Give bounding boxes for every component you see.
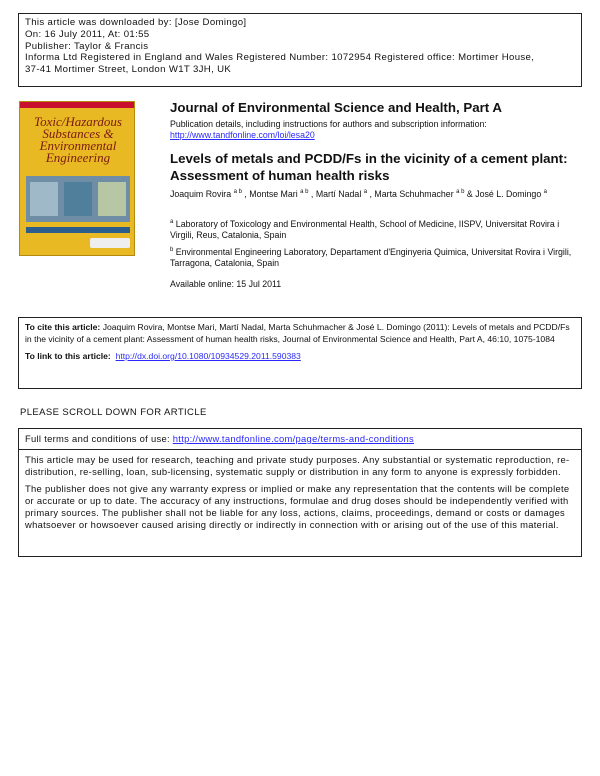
doi-link[interactable]: http://dx.doi.org/10.1080/10934529.2011.590383 bbox=[115, 351, 301, 361]
affiliation-b-text: Environmental Engineering Laboratory, Departament d'Enginyeria Quimica, Universitat Rovira i Virgili, Tarragona, Catalonia, Spain bbox=[170, 247, 572, 269]
author-list bbox=[170, 188, 580, 200]
cite-paragraph bbox=[25, 322, 575, 345]
journal-link[interactable]: http://www.tandfonline.com/loi/lesa20 bbox=[170, 130, 315, 140]
cite-label: To cite this article: bbox=[25, 322, 101, 332]
scroll-notice: PLEASE SCROLL DOWN FOR ARTICLE bbox=[20, 407, 207, 418]
citation-box bbox=[18, 317, 582, 389]
download-notice-box bbox=[18, 13, 582, 87]
affiliation-a-marker: a bbox=[170, 219, 174, 225]
author-separator: , bbox=[308, 189, 316, 199]
registration-line: Informa Ltd Registered in England and Wales Registered Number: 1072954 Registered office: Mortimer House, bbox=[25, 52, 535, 64]
cover-title: Toxic/Hazardous Substances & Environmental Engineering bbox=[34, 114, 122, 165]
download-date-line: On: 16 July 2011, At: 01:55 bbox=[25, 28, 150, 40]
author-affiliation-marker: a b bbox=[233, 189, 242, 195]
terms-line bbox=[25, 433, 575, 445]
author-affiliation-marker: a bbox=[363, 189, 368, 195]
author-affiliation-marker: a b bbox=[300, 189, 309, 195]
affiliation-b bbox=[170, 247, 582, 270]
cite-text: Joaquim Rovira, Montse Mari, Martí Nadal, Marta Schuhmacher & José L. Domingo (2011): Levels of metals and PCDD/Fs in the vicinity of a cement plant: Assessment of human health risks, Journal of Environmental Science and Health, Part A, 46:10, 1075-1084 bbox=[25, 322, 570, 344]
available-online: Available online: 15 Jul 2011 bbox=[170, 279, 282, 289]
author-name: Marta Schuhmacher bbox=[374, 189, 454, 199]
journal-cover-image bbox=[19, 101, 135, 256]
link-label: To link to this article: bbox=[25, 351, 111, 361]
cover-publisher-logo bbox=[90, 238, 130, 248]
address-line: 37-41 Mortimer Street, London W1T 3JH, UK bbox=[25, 64, 232, 76]
author-separator: , bbox=[367, 189, 375, 199]
terms-divider bbox=[19, 449, 581, 450]
link-paragraph bbox=[25, 351, 575, 363]
cover-bar bbox=[26, 227, 130, 233]
cover-band bbox=[20, 102, 134, 108]
affiliation-a bbox=[170, 219, 582, 242]
author-affiliation-marker: a b bbox=[456, 189, 465, 195]
terms-paragraph-disclaimer: The publisher does not give any warranty express or implied or make any representation that the contents will be complete or accurate or up to date. The accuracy of any instructions, formulae and drug doses should be independently verified with primary sources. The publisher shall not be liable for any loss, actions, claims, proceedings, demand or costs or damages whatsoever or howsoever caused arising directly or indirectly in connection with or arising out of the use of this material. bbox=[25, 483, 570, 530]
terms-paragraph-usage: This article may be used for research, teaching and private study purposes. Any substantial or systematic reproduction, re-distribution, re-selling, loan, sub-licensing, systematic supply or distribution in any form to anyone is expressly forbidden. bbox=[25, 453, 570, 477]
terms-label: Full terms and conditions of use: bbox=[25, 433, 170, 444]
author-separator: & bbox=[464, 189, 476, 199]
author-affiliation-marker: a bbox=[543, 189, 548, 195]
author-name: Montse Mari bbox=[249, 189, 298, 199]
author-name: Joaquim Rovira bbox=[170, 189, 232, 199]
terms-box bbox=[18, 428, 582, 557]
download-line: This article was downloaded by: [Jose Domingo] bbox=[25, 17, 247, 28]
cover-photo-strip bbox=[26, 176, 130, 222]
affiliation-b-marker: b bbox=[170, 247, 174, 253]
terms-link[interactable]: http://www.tandfonline.com/page/terms-and-conditions bbox=[172, 433, 415, 444]
journal-title: Journal of Environmental Science and Health, Part A bbox=[170, 100, 503, 115]
publication-details: Publication details, including instructions for authors and subscription information: bbox=[170, 119, 487, 129]
author-separator: , bbox=[241, 189, 250, 199]
affiliation-a-text: Laboratory of Toxicology and Environmental Health, School of Medicine, IISPV, Universitat Rovira i Virgili, Reus, Catalonia, Spain bbox=[170, 219, 560, 241]
author-name: José L. Domingo bbox=[475, 189, 542, 199]
article-title: Levels of metals and PCDD/Fs in the vicinity of a cement plant: Assessment of human health risks bbox=[170, 151, 568, 183]
publisher-line: Publisher: Taylor & Francis bbox=[25, 40, 149, 52]
author-name: Martí Nadal bbox=[315, 189, 362, 199]
